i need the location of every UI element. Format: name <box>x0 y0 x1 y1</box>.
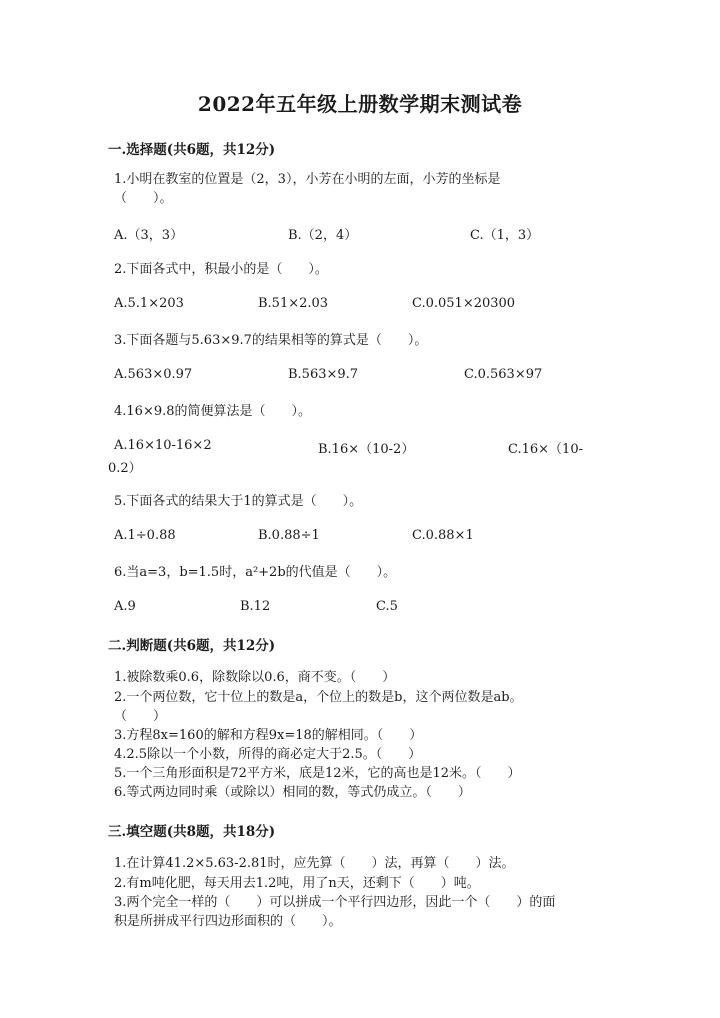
option-b: B.（2，4） <box>288 228 358 243</box>
option-c: C.16×（10- <box>508 442 583 457</box>
option-a: A.1÷0.88 <box>114 528 176 543</box>
judge-item: 1.被除数乘0.6，除数除以0.6，商不变。（ ） <box>114 670 396 685</box>
option-a: A.16×10-16×2 <box>114 438 212 453</box>
option-a: A.（3，3） <box>114 228 184 243</box>
page-title: 2022年五年级上册数学期末测试卷 <box>197 92 523 116</box>
option-b: B.12 <box>240 599 271 614</box>
option-b: B.51×2.03 <box>258 296 329 311</box>
option-c: C.（1，3） <box>470 228 540 243</box>
fill-item: 1.在计算41.2×5.63-2.81时，应先算（ ）法，再算（ ）法。 <box>114 856 515 871</box>
question-text: 3.下面各题与5.63×9.7的结果相等的算式是（ ）。 <box>114 333 428 348</box>
section-heading-choice: 一.选择题(共6题，共12分) <box>108 142 276 158</box>
question-text: （ ）。 <box>114 191 173 206</box>
option-c-continued: 0.2） <box>108 461 142 476</box>
option-c: C.0.051×20300 <box>412 296 516 311</box>
judge-item: 6.等式两边同时乘（或除以）相同的数，等式仍成立。（ ） <box>114 785 471 800</box>
fill-item: 2.有m吨化肥，每天用去1.2吨，用了n天，还剩下（ ）吨。 <box>114 876 480 891</box>
fill-item: 积是所拼成平行四边形面积的（ ）。 <box>114 914 342 929</box>
judge-item: 2.一个两位数，它十位上的数是a，个位上的数是b，这个两位数是ab。 <box>114 690 523 705</box>
judge-item: （ ） <box>114 709 167 724</box>
section-heading-fill: 三.填空题(共8题，共18分) <box>108 824 276 840</box>
section-heading-judge: 二.判断题(共6题，共12分) <box>108 638 276 654</box>
judge-item: 4.2.5除以一个小数，所得的商必定大于2.5。（ ） <box>114 747 422 762</box>
question-text: 6.当a=3，b=1.5时，a²+2b的代值是（ ）。 <box>114 565 397 580</box>
option-c: C.0.563×97 <box>464 367 543 382</box>
judge-item: 5.一个三角形面积是72平方米，底是12米，它的高也是12米。（ ） <box>114 766 521 781</box>
option-a: A.9 <box>114 599 136 614</box>
fill-item: 3.两个完全一样的（ ）可以拼成一个平行四边形，因此一个（ ）的面 <box>114 895 556 910</box>
question-text: 2.下面各式中，积最小的是（ ）。 <box>114 262 328 277</box>
question-text: 4.16×9.8的简便算法是（ ）。 <box>114 404 312 419</box>
option-b: B.0.88÷1 <box>258 528 320 543</box>
option-b: B.16×（10-2） <box>318 442 415 457</box>
option-a: A.563×0.97 <box>114 367 193 382</box>
option-a: A.5.1×203 <box>114 296 184 311</box>
option-c: C.5 <box>376 599 398 614</box>
judge-item: 3.方程8x=160的解和方程9x=18的解相同。（ ） <box>114 728 423 743</box>
option-c: C.0.88×1 <box>412 528 474 543</box>
question-text: 5.下面各式的结果大于1的算式是（ ）。 <box>114 494 363 509</box>
question-text: 1.小明在教室的位置是（2，3），小芳在小明的左面，小芳的坐标是 <box>114 172 501 187</box>
option-b: B.563×9.7 <box>288 367 359 382</box>
